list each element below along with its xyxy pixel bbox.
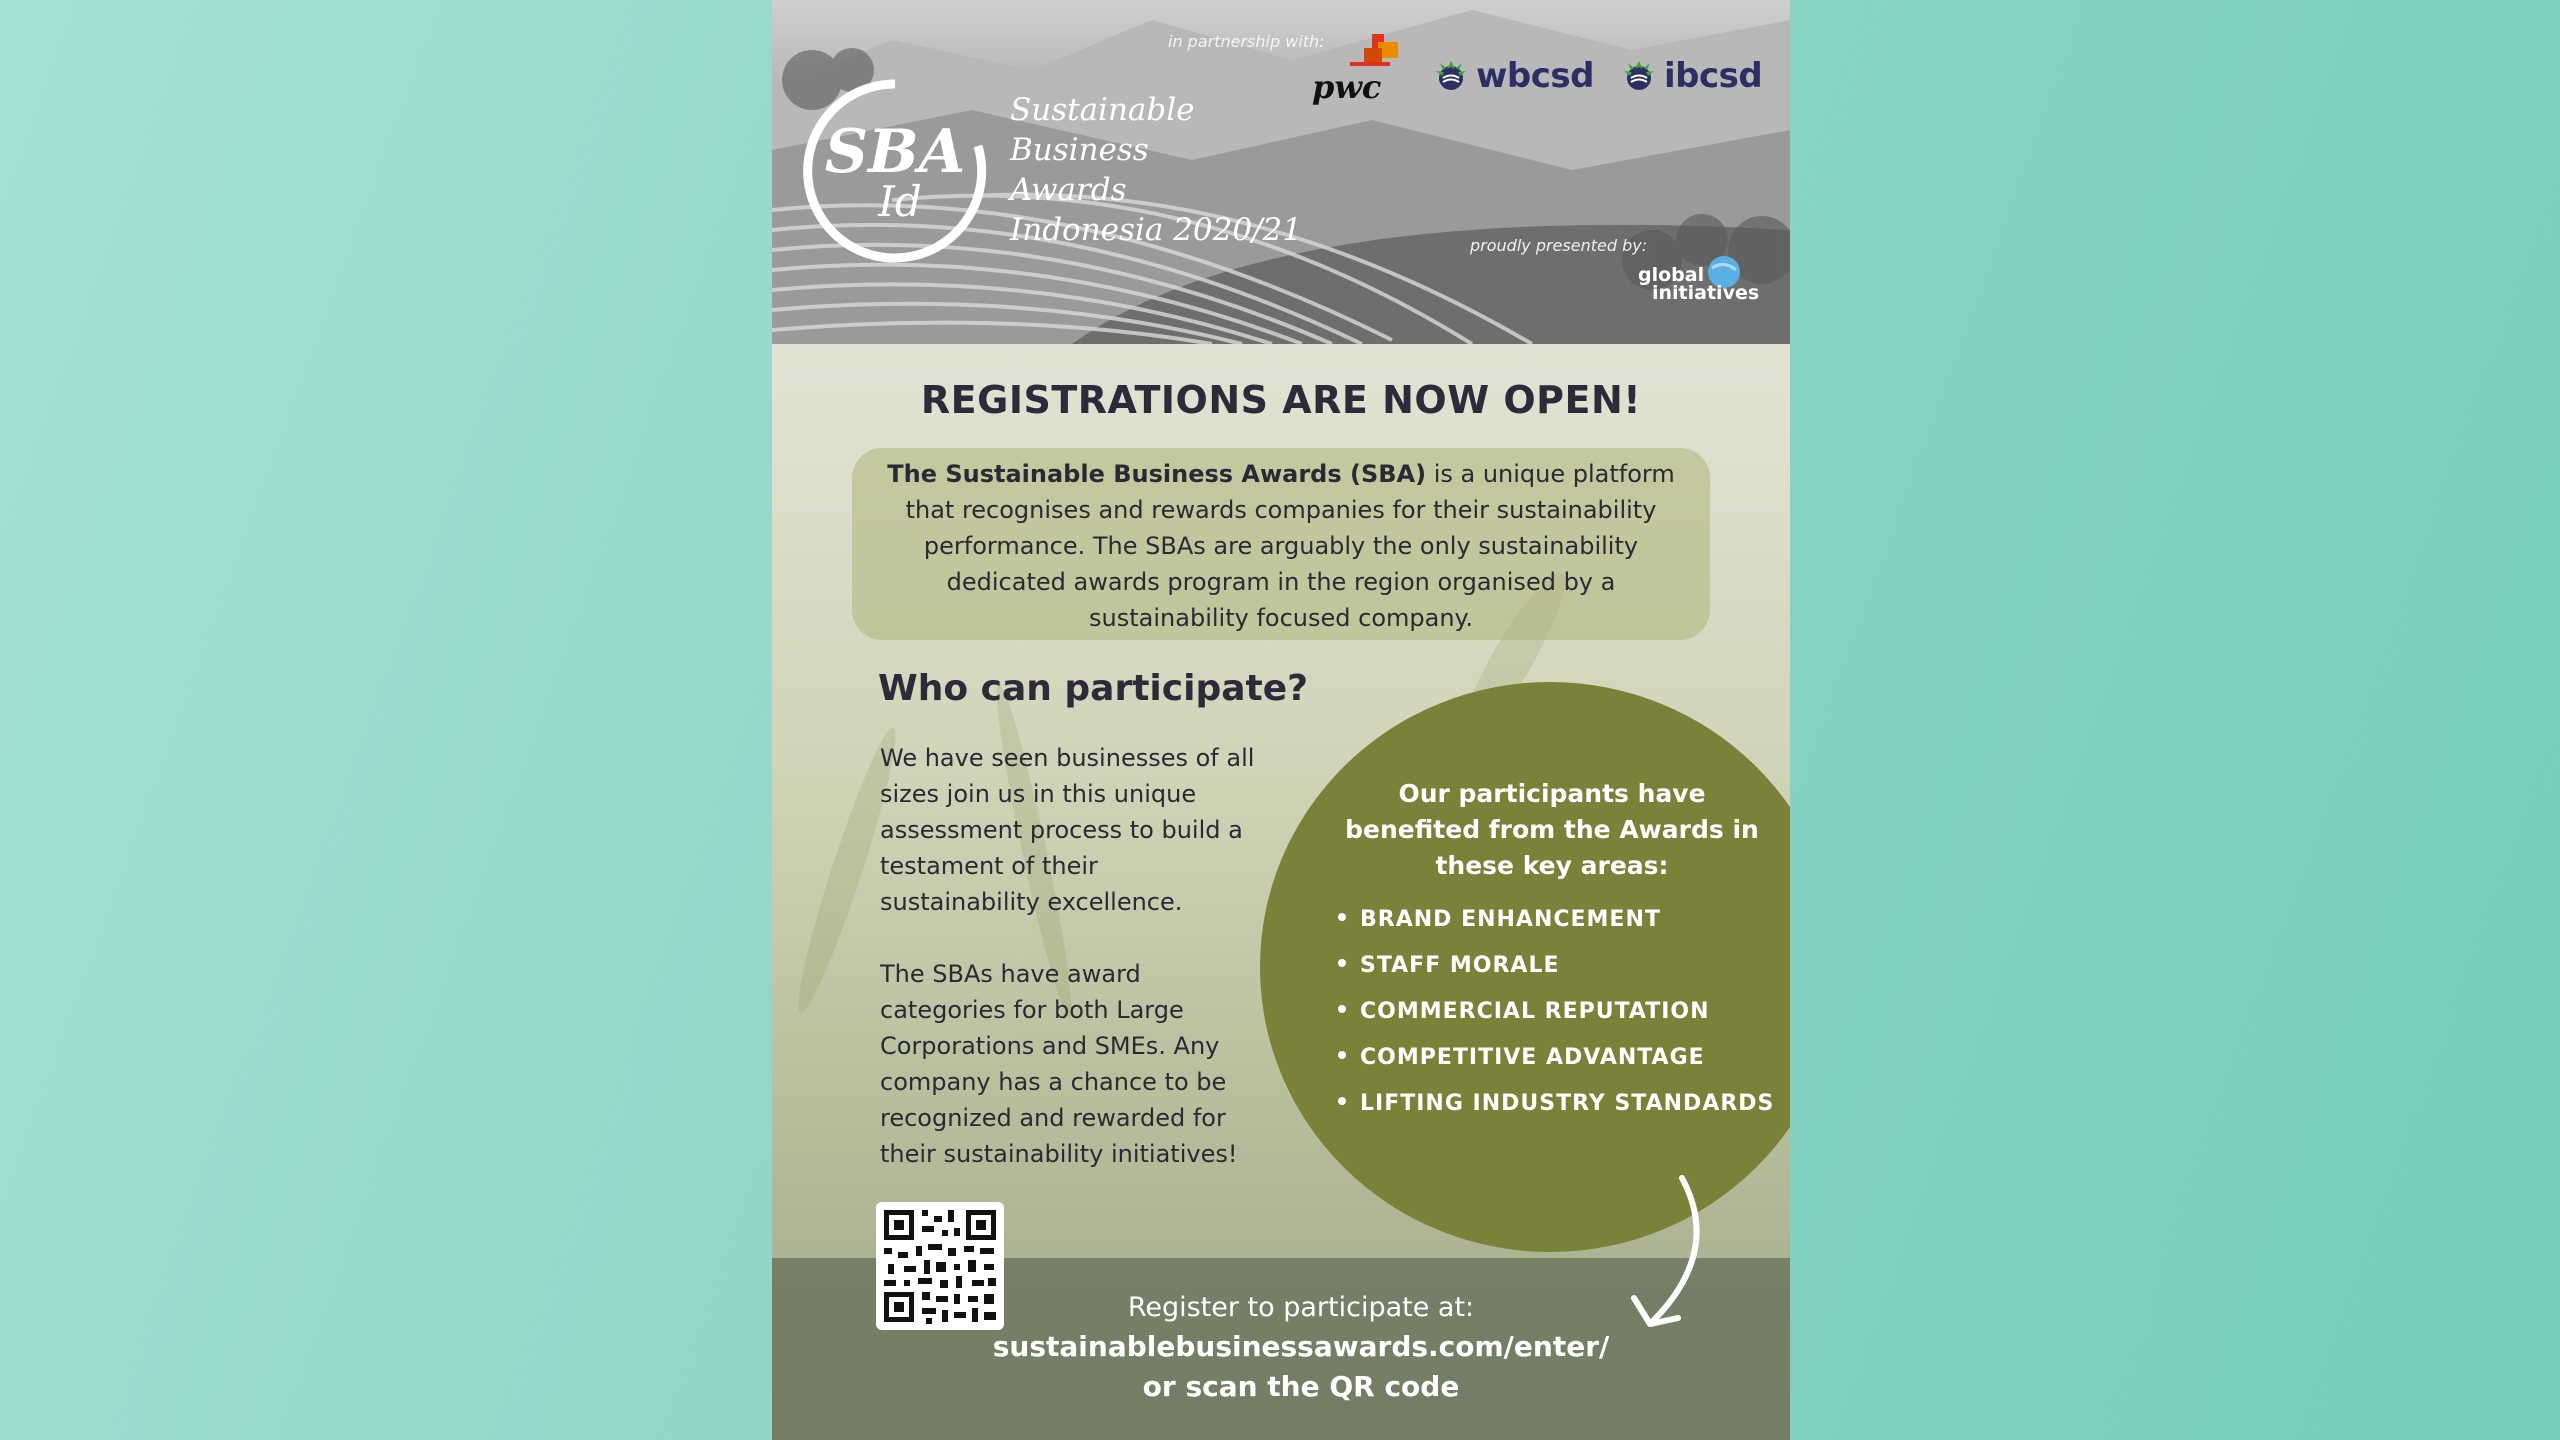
title-line: Indonesia 2020/21 <box>1010 212 1302 248</box>
pwc-mark-icon <box>1350 34 1410 68</box>
awards-title <box>1010 90 1302 250</box>
list-item: COMPETITIVE ADVANTAGE <box>1338 1042 1774 1088</box>
poster <box>772 0 1790 1440</box>
bullet-icon <box>1338 913 1346 921</box>
leaf-globe-icon <box>1620 57 1658 95</box>
wbcsd-wordmark: wbcsd <box>1476 56 1594 96</box>
pwc-logo <box>1312 34 1412 104</box>
presenter-name: global initiatives <box>1638 264 1760 304</box>
bullet-icon <box>1338 1005 1346 1013</box>
intro-rest: is a unique platform that recognises and rewards companies for their sustainability performance. The SBAs are arguably the only sustainability dedicated awards program in the region organised by a sustainability focused company. <box>905 460 1675 632</box>
sba-logo <box>800 76 990 266</box>
list-item: STAFF MORALE <box>1338 950 1774 996</box>
who-paragraph-1: We have seen businesses of all sizes join us in this unique assessment process to build a testament of their sustainability excellence. <box>880 744 1255 916</box>
who-paragraph-2: The SBAs have award categories for both Large Corporations and SMEs. Any company has a chance to be recognized and rewarded for their sustainability initiatives! <box>880 960 1238 1168</box>
benefits-list <box>1338 904 1774 1134</box>
partner-label: in partnership with: <box>1168 32 1325 51</box>
title-line: Awards <box>1010 172 1127 208</box>
register-url-link[interactable]: sustainablebusinessawards.com/enter/ <box>992 1330 1610 1363</box>
registrations-headline: REGISTRATIONS ARE NOW OPEN! <box>920 378 1642 422</box>
title-line: Sustainable <box>1010 92 1195 128</box>
list-item: COMMERCIAL REPUTATION <box>1338 996 1774 1042</box>
pwc-wordmark: pwc <box>1312 68 1382 106</box>
list-item: LIFTING INDUSTRY STANDARDS <box>1338 1088 1774 1134</box>
svg-text:Id: Id <box>878 177 922 226</box>
list-item: BRAND ENHANCEMENT <box>1338 904 1774 950</box>
title-line: Business <box>1010 132 1149 168</box>
scan-qr-text: or scan the QR code <box>1142 1370 1460 1403</box>
benefits-heading: Our participants have benefited from the Awards in these key areas: <box>1345 779 1759 880</box>
bullet-icon <box>1338 959 1346 967</box>
wbcsd-logo <box>1432 56 1594 96</box>
register-label: Register to participate at: <box>1127 1292 1475 1323</box>
intro-box <box>852 448 1710 640</box>
ibcsd-logo <box>1620 56 1762 96</box>
bullet-icon <box>1338 1051 1346 1059</box>
header-banner <box>772 0 1790 344</box>
presented-label: proudly presented by: <box>1470 236 1648 255</box>
ibcsd-wordmark: ibcsd <box>1664 56 1763 96</box>
intro-bold: The Sustainable Business Awards (SBA) <box>887 460 1427 488</box>
who-can-participate-heading: Who can participate? <box>878 668 1309 709</box>
svg-text:SBA: SBA <box>824 117 966 187</box>
leaf-globe-icon <box>1432 57 1470 95</box>
global-initiatives-logo <box>1638 252 1758 308</box>
intro-text <box>872 456 1690 636</box>
bullet-icon <box>1338 1097 1346 1105</box>
